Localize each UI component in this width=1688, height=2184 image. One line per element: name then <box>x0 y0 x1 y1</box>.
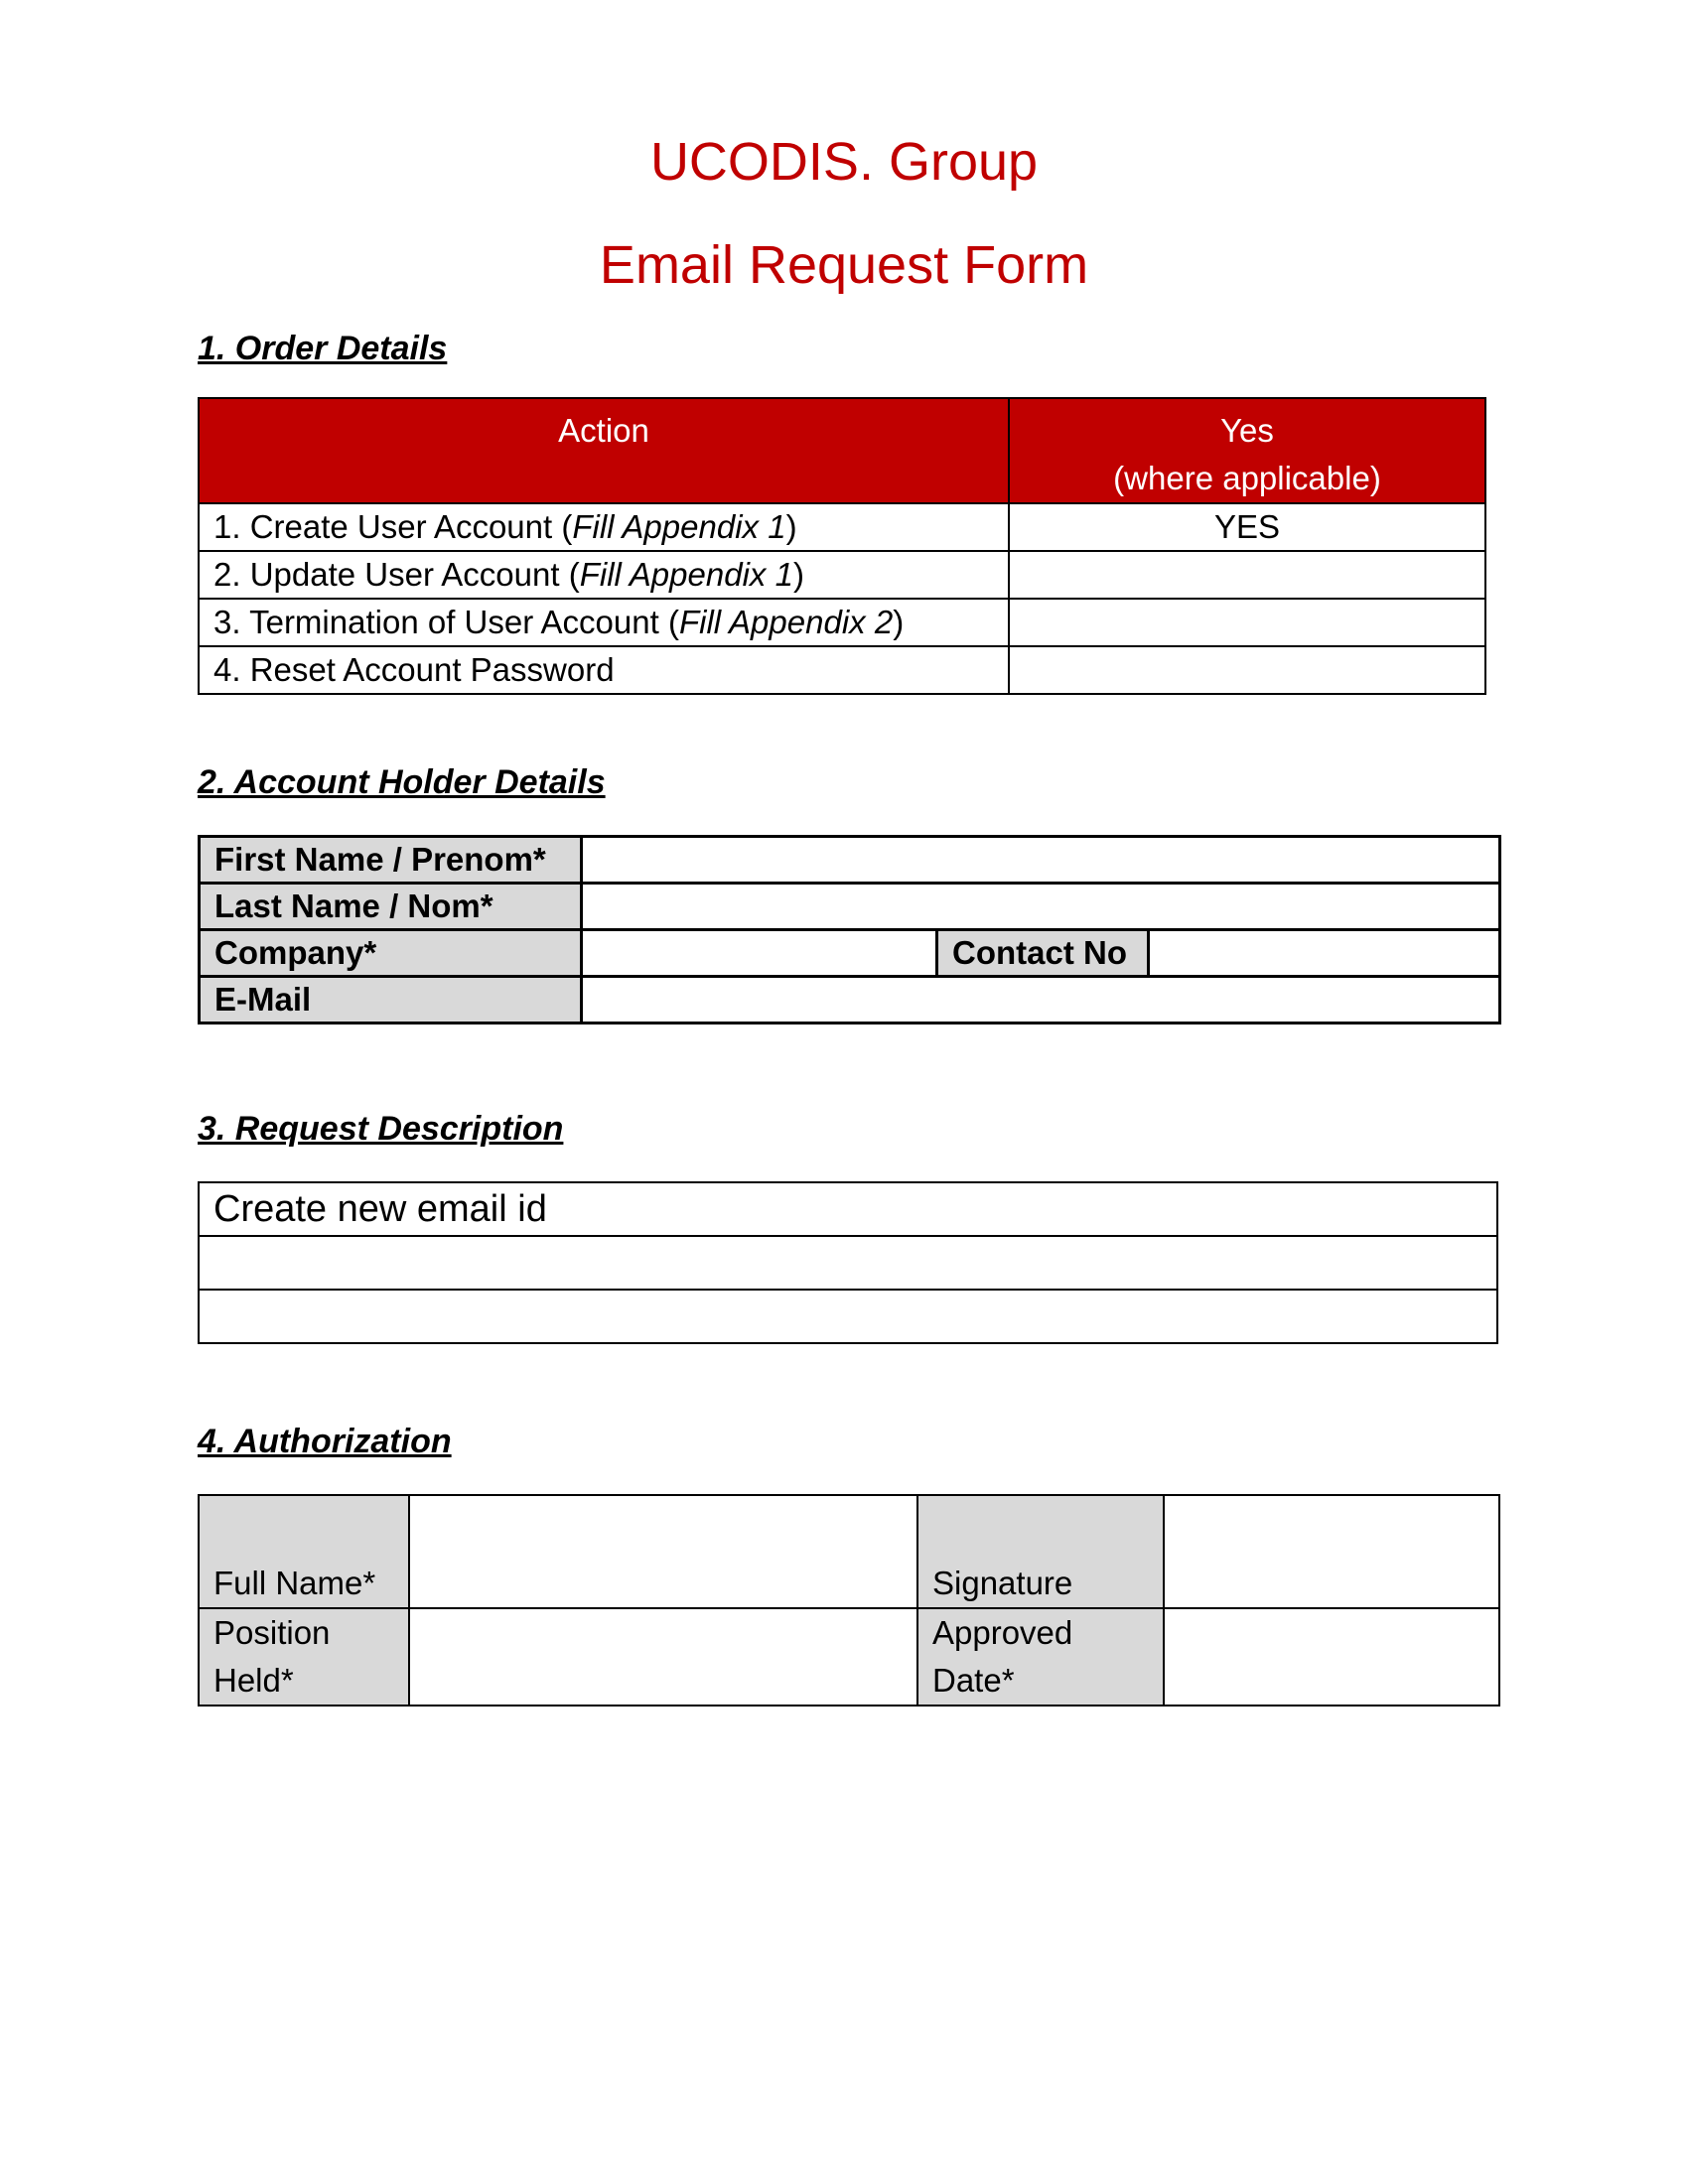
account-holder-heading: 2. Account Holder Details <box>198 763 606 801</box>
action-suffix: ) <box>785 508 797 545</box>
yes-column-header <box>1009 398 1485 503</box>
last-name-row <box>200 884 1500 930</box>
company-label: Company* <box>200 930 582 977</box>
yes-cell[interactable] <box>1009 551 1485 599</box>
email-field[interactable] <box>582 977 1500 1024</box>
appendix-note: Fill Appendix 1 <box>572 508 786 545</box>
email-row <box>200 977 1500 1024</box>
full-name-label: Full Name* <box>199 1495 409 1608</box>
action-label <box>199 503 1009 551</box>
authorization-heading: 4. Authorization <box>198 1423 452 1460</box>
appendix-note: Fill Appendix 1 <box>579 556 793 593</box>
authorization-row-2 <box>199 1608 1499 1706</box>
position-held-label <box>199 1608 409 1706</box>
approved-date-label <box>917 1608 1164 1706</box>
description-line[interactable]: Create new email id <box>199 1182 1497 1236</box>
first-name-field[interactable] <box>582 837 1500 884</box>
description-line[interactable] <box>199 1236 1497 1290</box>
company-title: UCODIS. Group <box>649 132 1039 192</box>
first-name-label: First Name / Prenom* <box>200 837 582 884</box>
table-row <box>199 1236 1497 1290</box>
order-header-row <box>199 398 1485 503</box>
order-details-table <box>198 397 1486 695</box>
yes-cell[interactable] <box>1009 646 1485 694</box>
approved-date-field[interactable] <box>1164 1608 1499 1706</box>
yes-cell[interactable]: YES <box>1009 503 1485 551</box>
position-held-field[interactable] <box>409 1608 917 1706</box>
request-description-heading: 3. Request Description <box>198 1110 564 1148</box>
form-title: Email Request Form <box>599 235 1089 295</box>
authorization-table <box>198 1494 1500 1706</box>
position-label-line1: Position <box>213 1614 331 1651</box>
signature-label: Signature <box>917 1495 1164 1608</box>
signature-field[interactable] <box>1164 1495 1499 1608</box>
description-line[interactable] <box>199 1290 1497 1343</box>
authorization-row-1 <box>199 1495 1499 1608</box>
first-name-row <box>200 837 1500 884</box>
contact-no-label: Contact No <box>937 930 1149 977</box>
request-description-table <box>198 1181 1498 1344</box>
last-name-field[interactable] <box>582 884 1500 930</box>
order-details-heading: 1. Order Details <box>198 330 448 367</box>
action-label <box>199 646 1009 694</box>
full-name-field[interactable] <box>409 1495 917 1608</box>
action-text: 2. Update User Account ( <box>213 556 580 593</box>
action-column-header: Action <box>199 398 1009 503</box>
table-row <box>199 551 1485 599</box>
table-row <box>199 1290 1497 1343</box>
email-label: E-Mail <box>200 977 582 1024</box>
position-label-line2: Held* <box>213 1662 294 1699</box>
yes-header-line2: (where applicable) <box>1113 460 1381 496</box>
action-suffix: ) <box>893 604 905 640</box>
table-row <box>199 599 1485 646</box>
action-label <box>199 599 1009 646</box>
company-row <box>200 930 1500 977</box>
account-holder-table <box>198 835 1501 1024</box>
action-text: 4. Reset Account Password <box>213 651 615 688</box>
table-row <box>199 646 1485 694</box>
action-suffix: ) <box>792 556 804 593</box>
contact-no-field[interactable] <box>1149 930 1500 977</box>
approved-label-line1: Approved <box>932 1614 1073 1651</box>
table-row <box>199 1182 1497 1236</box>
approved-label-line2: Date* <box>932 1662 1015 1699</box>
action-text: 3. Termination of User Account ( <box>213 604 679 640</box>
yes-header-line1: Yes <box>1220 412 1274 449</box>
company-field[interactable] <box>582 930 937 977</box>
yes-cell[interactable] <box>1009 599 1485 646</box>
table-row <box>199 503 1485 551</box>
appendix-note: Fill Appendix 2 <box>678 604 894 640</box>
last-name-label: Last Name / Nom* <box>200 884 582 930</box>
action-text: 1. Create User Account ( <box>213 508 573 545</box>
action-label <box>199 551 1009 599</box>
